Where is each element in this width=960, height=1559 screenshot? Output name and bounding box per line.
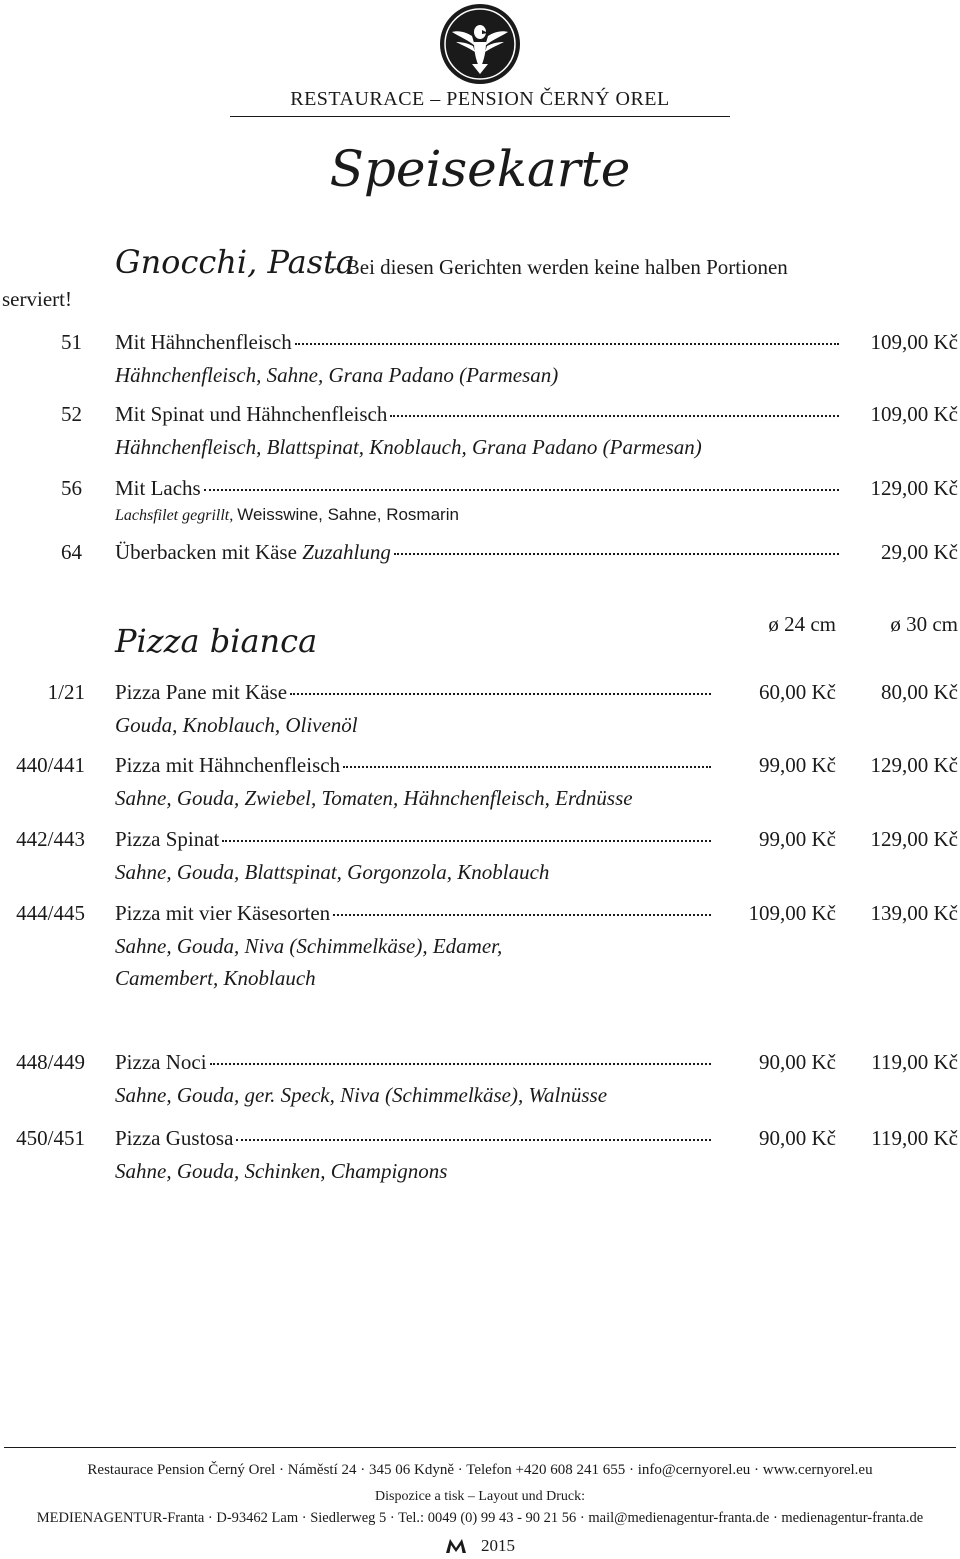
item-description: Sahne, Gouda, Blattspinat, Gorgonzola, Knoblauch (115, 860, 550, 884)
item-number: 448/449 (16, 1050, 85, 1074)
item-name-note: Zuzahlung (302, 540, 391, 564)
dot-leader (390, 415, 839, 417)
item-number: 450/451 (16, 1126, 85, 1150)
menu-item-64 (115, 540, 845, 565)
size-header-large: ø 30 cm (890, 612, 958, 636)
dot-leader (236, 1139, 711, 1141)
item-price-small: 109,00 Kč (748, 901, 836, 925)
section-title-pasta: Gnocchi, Pasta (115, 243, 355, 281)
dot-leader (295, 343, 839, 345)
item-price-large: 119,00 Kč (871, 1126, 958, 1150)
menu-item-56 (115, 476, 845, 501)
item-price-small: 90,00 Kč (759, 1050, 836, 1074)
section-note-pasta: – Bei diesen Gerichten werden keine halben Portionen (330, 255, 788, 279)
item-number: 1/21 (47, 680, 85, 704)
item-description: Sahne, Gouda, Niva (Schimmelkäse), Edamer, (115, 934, 503, 958)
item-price-large: 119,00 Kč (871, 1050, 958, 1074)
dot-leader (290, 693, 711, 695)
menu-item-450-451 (115, 1126, 717, 1151)
item-price-small: 99,00 Kč (759, 753, 836, 777)
item-price-small: 90,00 Kč (759, 1126, 836, 1150)
item-description-italic: Lachsfilet gegrillt, (115, 507, 234, 524)
item-price-large: 129,00 Kč (870, 827, 958, 851)
menu-item-442-443 (115, 827, 717, 852)
footer-address: Restaurace Pension Černý Orel · Náměstí 24 · 345 06 Kdyně · Telefon +420 608 241 655 · info@cernyorel.eu · www.cernyorel.eu (87, 1462, 873, 1478)
item-number: 440/441 (16, 753, 85, 777)
item-description: Sahne, Gouda, Schinken, Champignons (115, 1159, 448, 1183)
item-name: Pizza Pane mit Käse (115, 680, 288, 704)
item-name: Pizza Noci (115, 1050, 207, 1074)
item-price-small: 99,00 Kč (759, 827, 836, 851)
item-price: 109,00 Kč (870, 402, 958, 426)
item-price-small: 60,00 Kč (759, 680, 836, 704)
dot-leader (204, 489, 839, 491)
item-description-cont: Camembert, Knoblauch (115, 966, 316, 990)
item-description: Gouda, Knoblauch, Olivenöl (115, 713, 358, 737)
item-description: Sahne, Gouda, ger. Speck, Niva (Schimmelkäse), Walnüsse (115, 1083, 608, 1107)
menu-item-51 (115, 330, 845, 355)
item-name: Mit Spinat und Hähnchenfleisch (115, 402, 388, 426)
dot-leader (222, 840, 711, 842)
item-price: 29,00 Kč (881, 540, 958, 564)
item-description: Hähnchenfleisch, Sahne, Grana Padano (Parmesan) (115, 363, 559, 387)
footer-mark-row (0, 1536, 960, 1556)
menu-item-1-21 (115, 680, 717, 705)
dot-leader (333, 914, 711, 916)
item-number: 444/445 (16, 901, 85, 925)
item-description: Hähnchenfleisch, Blattspinat, Knoblauch, Grana Padano (Parmesan) (115, 435, 702, 459)
item-price-large: 80,00 Kč (881, 680, 958, 704)
item-name: Pizza mit Hähnchenfleisch (115, 753, 341, 777)
item-description-plain: Weisswine, Sahne, Rosmarin (237, 505, 459, 524)
size-header-small: ø 24 cm (768, 612, 836, 636)
page-title: Speisekarte (329, 140, 631, 198)
item-name: Mit Lachs (115, 476, 201, 500)
menu-item-52 (115, 402, 845, 427)
eagle-emblem-icon (438, 2, 522, 86)
footer-credit-label: Dispozice a tisk – Layout und Druck: (375, 1489, 585, 1504)
section-title-pizza: Pizza bianca (115, 622, 318, 660)
menu-item-440-441 (115, 753, 717, 778)
item-price: 109,00 Kč (870, 330, 958, 354)
item-number: 52 (61, 402, 82, 426)
dot-leader (210, 1063, 711, 1065)
item-price-large: 129,00 Kč (870, 753, 958, 777)
item-name: Pizza Gustosa (115, 1126, 234, 1150)
section-note-pasta-cont: serviert! (2, 287, 72, 311)
dot-leader (343, 766, 711, 768)
item-number: 442/443 (16, 827, 85, 851)
item-name: Pizza mit vier Käsesorten (115, 901, 331, 925)
header-divider (230, 116, 730, 117)
item-number: 56 (61, 476, 82, 500)
item-number: 51 (61, 330, 82, 354)
item-description: Sahne, Gouda, Zwiebel, Tomaten, Hähnchenfleisch, Erdnüsse (115, 786, 633, 810)
footer-divider (4, 1447, 956, 1448)
footer-year: 2015 (481, 1536, 515, 1555)
item-price: 129,00 Kč (870, 476, 958, 500)
item-price-large: 139,00 Kč (870, 901, 958, 925)
item-number: 64 (61, 540, 82, 564)
item-name: Pizza Spinat (115, 827, 220, 851)
restaurant-name: RESTAURACE – PENSION ČERNÝ OREL (290, 88, 670, 110)
dot-leader (394, 553, 839, 555)
item-name: Mit Hähnchenfleisch (115, 330, 292, 354)
item-name: Überbacken mit Käse (115, 540, 297, 564)
footer-agency: MEDIENAGENTUR-Franta · D-93462 Lam · Siedlerweg 5 · Tel.: 0049 (0) 99 43 - 90 21 56 · mail@medienagentur-franta.de · medienagentur-franta.de (36, 1510, 924, 1526)
menu-item-444-445 (115, 901, 717, 926)
menu-item-448-449 (115, 1050, 717, 1075)
agency-m-logo-icon (445, 1538, 467, 1554)
item-description (115, 505, 459, 525)
